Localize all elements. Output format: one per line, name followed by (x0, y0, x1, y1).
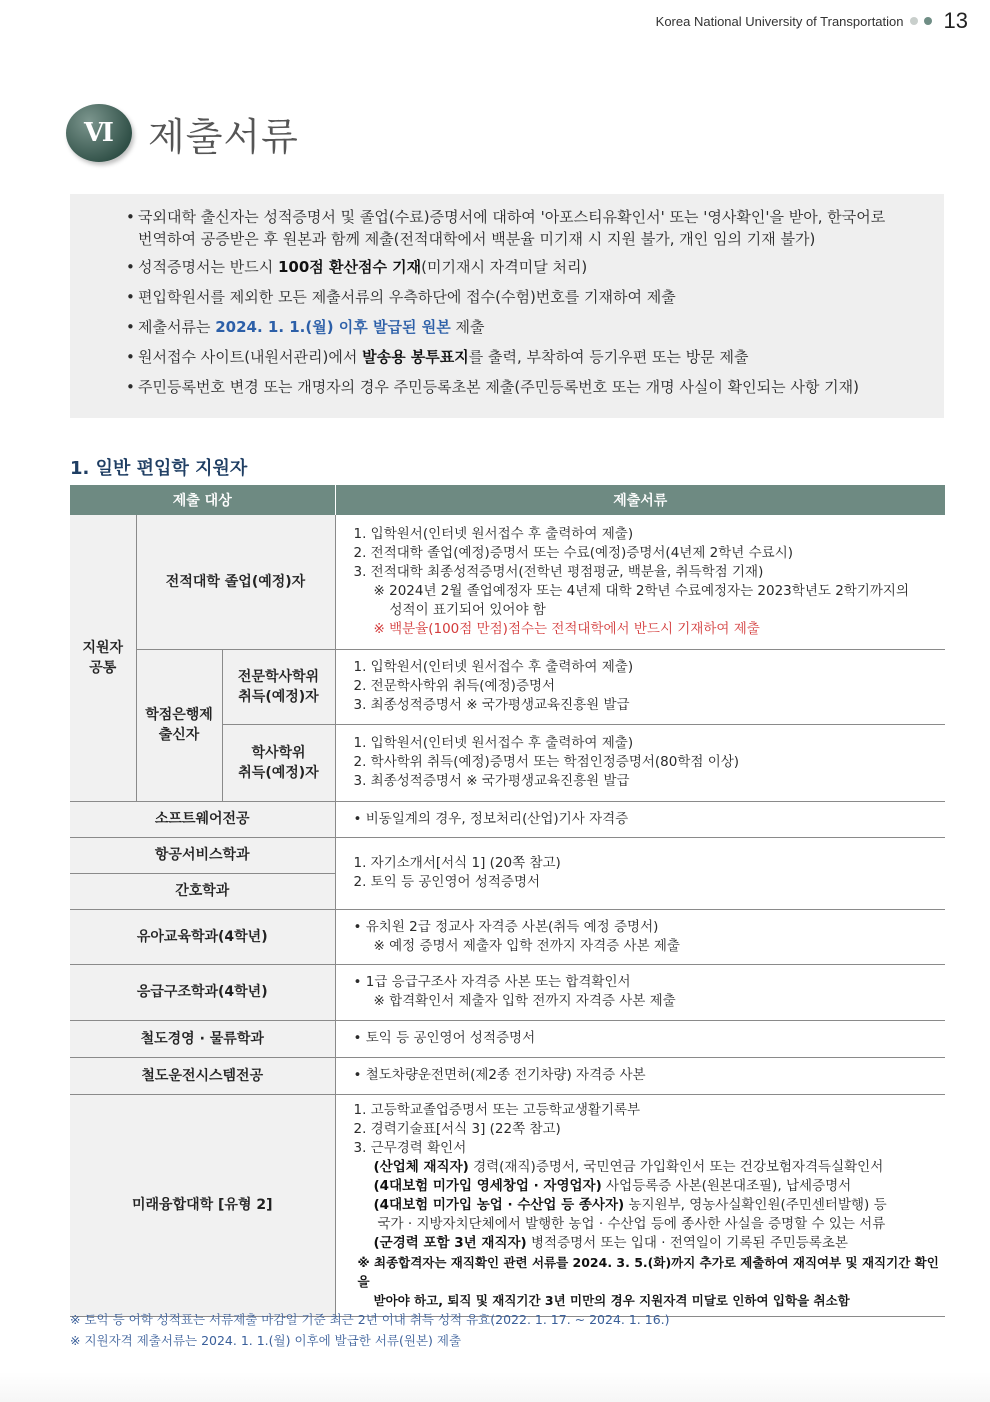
row-target: 항공서비스학과 (70, 837, 335, 873)
page-header (656, 8, 968, 34)
doc-line: 3. 전적대학 최종성적증명서(전학년 평점평균, 백분율, 취득학점 기재) (353, 563, 764, 580)
doc-line (354, 1177, 946, 1196)
row-target: 철도운전시스템전공 (70, 1057, 335, 1094)
doc-category: (4대보험 미가입 영세창업 · 자영업자) (373, 1177, 602, 1194)
notice-item (126, 256, 944, 278)
doc-line: • 1급 응급구조사 자격증 사본 또는 합격확인서 (353, 974, 631, 990)
university-name: Korea National University of Transportation (655, 13, 904, 29)
doc-text: 농지원부, 영농사실확인원(주민센터발행) 등 (624, 1196, 887, 1213)
notice-emphasis: 발송용 봉투표지 (362, 348, 469, 366)
doc-line: 1. 자기소개서[서식 1] (20쪽 참고) (353, 855, 561, 871)
table-row (70, 1020, 945, 1057)
documents-table (70, 485, 945, 1317)
doc-line (354, 1158, 946, 1177)
row-target: 학사학위 취득(예정)자 (222, 724, 335, 801)
section-heading (66, 104, 299, 162)
notice-text-cont: 번역하여 공증받은 후 원본과 함께 제출(전적대학에서 백분율 미기재 시 지원 불가, 개인 임의 기재 불가) (138, 230, 816, 248)
row-documents (335, 837, 945, 909)
row-documents (335, 801, 945, 837)
table-row (70, 801, 945, 837)
table-row (70, 515, 945, 649)
doc-line: • 철도차량운전면허(제2종 전기차량) 자격증 사본 (353, 1067, 646, 1083)
row-documents (335, 1020, 945, 1057)
doc-category: (4대보험 미가입 농업 · 수산업 등 종사자) (373, 1196, 625, 1213)
dot-icon (910, 17, 918, 25)
notice-text: 편입학원서를 제외한 모든 제출서류의 우측하단에 접수(수험)번호를 기재하여 제출 (138, 288, 676, 306)
notice-emphasis: 100점 환산점수 기재 (277, 258, 422, 276)
notice-text: 성적증명서는 반드시 (138, 258, 278, 276)
row-target: 간호학과 (70, 873, 335, 909)
doc-line: 2. 경력기술표[서식 3] (22쪽 참고) (353, 1120, 561, 1137)
row-target: 미래융합대학 [유형 2] (70, 1094, 335, 1316)
doc-note: ※ 합격확인서 제출자 입학 전까지 자격증 사본 제출 (373, 993, 676, 1009)
doc-line: 2. 학사학위 취득(예정)증명서 또는 학점인정증명서(80학점 이상) (353, 754, 740, 770)
notice-item (126, 286, 944, 308)
notice-text: 제출 (450, 318, 485, 336)
doc-line: 3. 최종성적증명서 ※ 국가평생교육진흥원 발급 (353, 773, 630, 789)
doc-line: 3. 근무경력 확인서 (353, 1139, 467, 1156)
notice-text: 를 출력, 부착하여 등기우편 또는 방문 제출 (468, 348, 749, 366)
doc-warning: ※ 백분율(100점 만점)점수는 전적대학에서 반드시 기재하여 제출 (373, 620, 760, 637)
notice-item (126, 346, 944, 368)
doc-category: (군경력 포함 3년 재직자) (373, 1234, 527, 1251)
row-target: 응급구조학과(4학년) (70, 964, 335, 1020)
row-documents (335, 909, 945, 964)
doc-category: (산업체 재직자) (373, 1158, 469, 1175)
doc-line: 국가 · 지방자치단체에서 발행한 농업 · 수산업 등에 종사한 사실을 증명할 수 있는 서류 (377, 1215, 886, 1232)
row-target: 전적대학 졸업(예정)자 (136, 515, 335, 649)
table-row (70, 837, 945, 873)
row-target: 철도경영 · 물류학과 (70, 1020, 335, 1057)
dot-icon (924, 17, 932, 25)
table-row (70, 964, 945, 1020)
notice-text: 주민등록번호 변경 또는 개명자의 경우 주민등록초본 제출(주민등록번호 또는 개명 사실이 확인되는 사항 기재) (138, 378, 859, 396)
doc-line: • 토익 등 공인영어 성적증명서 (353, 1030, 536, 1046)
doc-line: 1. 고등학교졸업증명서 또는 고등학교생활기록부 (353, 1101, 641, 1118)
page-number: 13 (943, 8, 968, 33)
doc-line: 3. 최종성적증명서 ※ 국가평생교육진흥원 발급 (353, 697, 630, 713)
section-number-badge (66, 104, 132, 162)
doc-line: 2. 토익 등 공인영어 성적증명서 (353, 874, 541, 890)
footnote: ※ 지원자격 제출서류는 2024. 1. 1.(월) 이후에 발급한 서류(원본) 제출 (70, 1333, 462, 1348)
row-target: 유아교육학과(4학년) (70, 909, 335, 964)
subsection-title: 1. 일반 편입학 지원자 (70, 458, 248, 479)
notice-date-emphasis: 2024. 1. 1.(월) 이후 발급된 원본 (215, 318, 451, 336)
page-bottom-band (0, 1372, 990, 1402)
notice-text: 제출서류는 (138, 318, 216, 336)
header-documents: 제출서류 (335, 485, 945, 515)
doc-text: 사업등록증 사본(원본대조필), 납세증명서 (601, 1177, 852, 1194)
notice-text: (미기재시 자격미달 처리) (421, 258, 588, 276)
row-documents (335, 515, 945, 649)
doc-line: 1. 입학원서(인터넷 원서접수 후 출력하여 제출) (353, 659, 634, 675)
notice-item (126, 206, 944, 250)
doc-line (354, 1234, 946, 1253)
doc-note: ※ 예정 증명서 제출자 입학 전까지 자격증 사본 제출 (373, 937, 680, 954)
doc-text: 병적증명서 또는 입대 · 전역일이 기록된 주민등록초본 (526, 1234, 848, 1251)
doc-line: 1. 입학원서(인터넷 원서접수 후 출력하여 제출) (353, 525, 634, 542)
row-documents (335, 1057, 945, 1094)
row-documents (335, 1094, 945, 1316)
doc-line: • 비동일계의 경우, 정보처리(산업)기사 자격증 (353, 810, 629, 827)
row-documents (335, 964, 945, 1020)
doc-line: • 유치원 2급 정교사 자격증 사본(취득 예정 증명서) (353, 918, 659, 935)
notice-item (126, 376, 944, 398)
common-applicant-label: 지원자 공통 (70, 515, 136, 801)
doc-line: 2. 전문학사학위 취득(예정)증명서 (353, 678, 556, 694)
notice-item (126, 316, 944, 338)
footnotes (70, 1309, 670, 1351)
doc-line (354, 1196, 946, 1215)
doc-text: 경력(재직)증명서, 국민연금 가입확인서 또는 건강보험자격득실확인서 (468, 1158, 884, 1175)
doc-line: 1. 입학원서(인터넷 원서접수 후 출력하여 제출) (353, 735, 634, 751)
section-number: Ⅵ (84, 118, 114, 148)
doc-note: ※ 2024년 2월 졸업예정자 또는 4년제 대학 2학년 수료예정자는 2023학년도 2학기까지의 (373, 582, 909, 599)
row-documents (335, 724, 945, 801)
header-target: 제출 대상 (70, 485, 335, 515)
section-title: 제출서류 (148, 114, 299, 159)
doc-note: 성적이 표기되어 있어야 함 (389, 601, 546, 618)
doc-warning: 받아야 하고, 퇴직 및 재직기간 3년 미만의 경우 지원자격 미달로 인하여 입학을 취소함 (373, 1292, 850, 1308)
row-documents (335, 649, 945, 724)
row-target: 소프트웨어전공 (70, 801, 335, 837)
doc-warning: ※ 최종합격자는 재직확인 관련 서류를 2024. 3. 5.(화)까지 추가로 제출하여 재직여부 및 재직기간 확인을 (357, 1254, 939, 1289)
notice-text: 국외대학 출신자는 성적증명서 및 졸업(수료)증명서에 대하여 '아포스티유확인서' 또는 '영사확인'을 받아, 한국어로 (138, 208, 886, 226)
table-row (70, 1057, 945, 1094)
doc-line: 2. 전적대학 졸업(예정)증명서 또는 수료(예정)증명서(4년제 2학년 수료시) (353, 544, 794, 561)
notice-box (70, 194, 944, 418)
footnote: ※ 토익 등 어학 성적표는 서류제출 마감일 기준 최근 2년 이내 취득 성적 유효(2022. 1. 17. ~ 2024. 1. 16.) (70, 1312, 670, 1327)
table-row (70, 909, 945, 964)
table-row (70, 1094, 945, 1316)
credit-bank-label: 학점은행제 출신자 (136, 649, 222, 801)
row-target: 전문학사학위 취득(예정)자 (222, 649, 335, 724)
notice-text: 원서접수 사이트(내원서관리)에서 (138, 348, 363, 366)
table-row (70, 649, 945, 724)
